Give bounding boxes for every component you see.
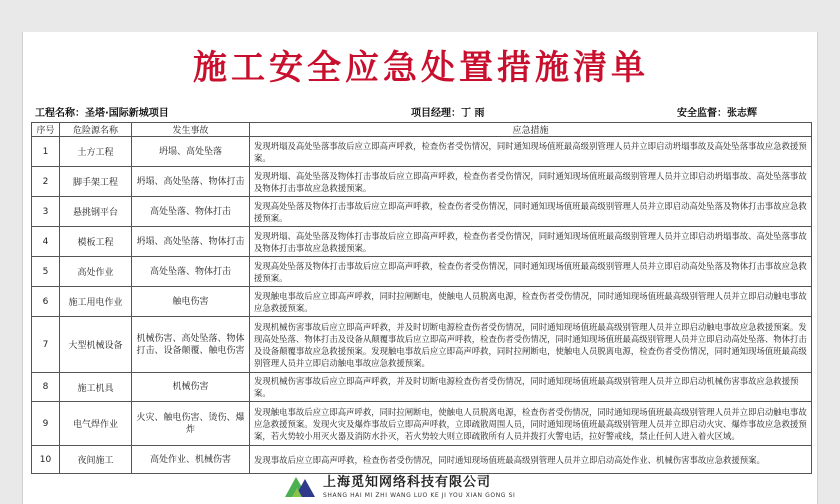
row-accident: 高处作业、机械伤害 — [132, 446, 250, 474]
company-footer — [283, 469, 515, 501]
table-row — [32, 167, 812, 197]
row-no: 8 — [32, 373, 60, 402]
row-accident: 坍塌、高处坠落、物体打击 — [132, 167, 250, 197]
row-accident: 机械伤害 — [132, 373, 250, 402]
company-name: 上海觅知网络科技有限公司 — [323, 475, 492, 490]
row-accident: 触电伤害 — [132, 287, 250, 317]
row-no: 6 — [32, 287, 60, 317]
row-accident: 高处坠落、物体打击 — [132, 197, 250, 227]
safety-supervisor: 安全监督：张志辉 — [677, 108, 757, 119]
row-accident: 机械伤害、高处坠落、物体打击、设备颠覆、触电伤害 — [132, 317, 250, 373]
row-hazard: 高处作业 — [60, 257, 132, 287]
row-hazard: 脚手架工程 — [60, 167, 132, 197]
row-accident: 火灾、触电伤害、烫伤、爆炸 — [132, 402, 250, 446]
table-row — [32, 137, 812, 167]
row-hazard: 施工机具 — [60, 373, 132, 402]
table-row — [32, 317, 812, 373]
row-hazard: 大型机械设备 — [60, 317, 132, 373]
row-accident: 坍塌、高处坠落 — [132, 137, 250, 167]
row-no: 9 — [32, 402, 60, 446]
row-measures: 发现事故后应立即高声呼救，检查伤者受伤情况，同时通知现场值班最高级别管理人员并立即启动高处作业、机械伤害事故应急救援预案。 — [250, 446, 812, 474]
row-measures: 发现高处坠落及物体打击事故后应立即高声呼救，检查伤者受伤情况，同时通知现场值班最高级别管理人员并立即启动高处坠落及物体打击事故应急救援预案。 — [250, 257, 812, 287]
table-row — [32, 287, 812, 317]
row-no: 3 — [32, 197, 60, 227]
page-title: 施工安全应急处置措施清单 — [193, 48, 649, 88]
table-header-row — [32, 123, 812, 137]
row-measures: 发现坍塌及高处坠落事故后应立即高声呼救，检查伤者受伤情况，同时通知现场值班最高级别管理人员并立即启动坍塌事故及高处坠落事故应急救援预案。 — [250, 137, 812, 167]
row-hazard: 悬挑钢平台 — [60, 197, 132, 227]
emergency-measures-table — [31, 122, 812, 474]
row-accident: 坍塌、高处坠落、物体打击 — [132, 227, 250, 257]
header-measures: 应急措施 — [250, 123, 812, 137]
table-row — [32, 197, 812, 227]
table-row — [32, 402, 812, 446]
header-no: 序号 — [32, 123, 60, 137]
row-measures: 发现机械伤害事故后应立即高声呼救，并及时切断电源检查伤者受伤情况，同时通知现场值班最高级别管理人员并立即启动触电事故应急救援预案。发现高处坠落、物体打击及设备从颠覆事故后应立即高声呼救，检查伤者受伤情况，同时通知现场值班最高级别管理人员并立即启动高处坠落、物体打击及设备颠覆事故应急救援预案。发现触电事故后应立即高声呼救，同时拉闸断电，使触电人员脱离电源，检查伤者受伤情况，同时通知现场值班最高级别管理人员并立即启动触电事故应急救援预案。 — [250, 317, 812, 373]
row-no: 5 — [32, 257, 60, 287]
row-measures: 发现机械伤害事故后应立即高声呼救，并及时切断电源检查伤者受伤情况，同时通知现场值班最高级别管理人员并立即启动机械伤害事故应急救援预案。 — [250, 373, 812, 402]
row-measures: 发现高处坠落及物体打击事故后应立即高声呼救，检查伤者受伤情况，同时通知现场值班最高级别管理人员并立即启动高处坠落及物体打击事故应急救援预案。 — [250, 197, 812, 227]
row-measures: 发现坍塌、高处坠落及物体打击事故后应立即高声呼救，检查伤者受伤情况，同时通知现场值班最高级别管理人员并立即启动坍塌事故、高处坠落事故及物体打击事故应急救援预案。 — [250, 227, 812, 257]
row-no: 10 — [32, 446, 60, 474]
row-measures: 发现触电事故后应立即高声呼救，同时拉闸断电，使触电人员脱离电源，检查伤者受伤情况，同时通知现场值班最高级别管理人员并立即启动触电事故应急救援预案。发现火灾及爆炸事故后立即高声呼救，立即疏散周围人员，同时通知现场值班最高级别管理人员并立即启动火灾、爆炸事故应急救援预案，若火势较小用灭火器及消防水扑灭，若火势较大则立即疏散所有人员并拨打火警电话，拉好警戒线，禁止任何人进入着火区域。 — [250, 402, 812, 446]
project-name: 工程名称：圣塔·国际新城项目 — [35, 108, 169, 119]
row-hazard: 施工用电作业 — [60, 287, 132, 317]
row-no: 7 — [32, 317, 60, 373]
row-no: 2 — [32, 167, 60, 197]
row-hazard: 土方工程 — [60, 137, 132, 167]
table-row — [32, 373, 812, 402]
row-measures: 发现触电事故后应立即高声呼救，同时拉闸断电，使触电人员脱离电源，检查伤者受伤情况，同时通知现场值班最高级别管理人员并立即启动触电事故应急救援预案。 — [250, 287, 812, 317]
row-accident: 高处坠落、物体打击 — [132, 257, 250, 287]
row-hazard: 电气焊作业 — [60, 402, 132, 446]
row-hazard: 夜间施工 — [60, 446, 132, 474]
row-no: 4 — [32, 227, 60, 257]
row-no: 1 — [32, 137, 60, 167]
table-row — [32, 257, 812, 287]
header-hazard: 危险源名称 — [60, 123, 132, 137]
row-hazard: 模板工程 — [60, 227, 132, 257]
notice-board — [22, 32, 818, 504]
table-row — [32, 227, 812, 257]
company-pinyin: SHANG HAI MI ZHI WANG LUO KE JI YOU XIAN GONG SI — [323, 492, 516, 499]
project-manager: 项目经理：丁 雨 — [411, 108, 485, 119]
header-accident: 发生事故 — [132, 123, 250, 137]
mountain-logo-icon — [283, 471, 317, 499]
row-measures: 发现坍塌、高处坠落及物体打击事故后应立即高声呼救，检查伤者受伤情况，同时通知现场值班最高级别管理人员并立即启动坍塌事故、高处坠落事故及物体打击事故应急救援预案。 — [250, 167, 812, 197]
